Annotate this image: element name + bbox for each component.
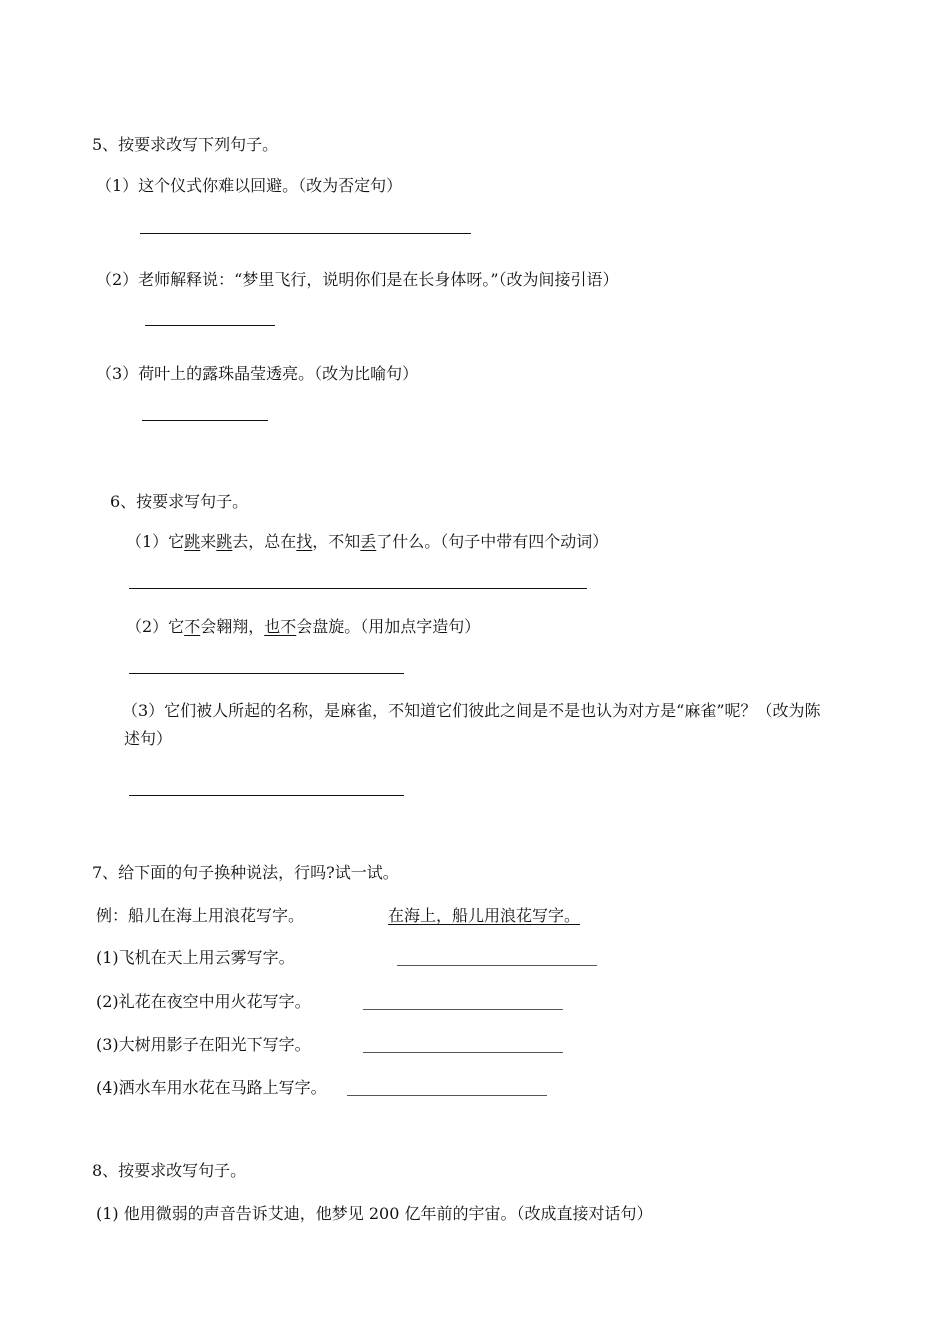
q6-item-2-key-2: 也不 (264, 617, 297, 636)
q6-answer-line-2[interactable] (129, 673, 404, 674)
q5-item-1: （1）这个仪式你难以回避。（改为否定句） (96, 176, 403, 195)
q6-item-1-post: 了什么。（句子中带有四个动词） (376, 532, 609, 551)
q6-title: 6、按要求写句子。 (110, 492, 249, 511)
q6-item-1-pre: （1）它 (126, 532, 185, 551)
q6-item-2 (126, 617, 480, 637)
q7-item-1: (1)飞机在天上用云雾写字。 (96, 948, 295, 967)
q5-title: 5、按要求改写下列句子。 (92, 135, 279, 154)
q6-item-1-mid-2: 去，总在 (232, 532, 297, 551)
q7-answer-line-4[interactable] (347, 1095, 547, 1096)
q7-item-3: (3)大树用影子在阳光下写字。 (96, 1035, 311, 1054)
q6-item-2-mid: 会翱翔， (200, 617, 265, 636)
q6-item-1-verb-4: 丢 (360, 532, 377, 551)
q8-item-1: (1) 他用微弱的声音告诉艾迪，他梦见 200 亿年前的宇宙。（改成直接对话句） (96, 1204, 653, 1223)
q7-title: 7、给下面的句子换种说法，行吗?试一试。 (92, 863, 399, 882)
q7-answer-line-2[interactable] (363, 1009, 563, 1010)
q6-item-1-mid-3: ，不知 (312, 532, 361, 551)
q8-title: 8、按要求改写句子。 (92, 1161, 247, 1180)
q7-item-4: (4)洒水车用水花在马路上写字。 (96, 1078, 327, 1097)
q6-answer-line-1[interactable] (129, 588, 587, 589)
q7-answer-line-3[interactable] (363, 1052, 563, 1053)
q6-item-2-post: 会盘旋。（用加点字造句） (296, 617, 481, 636)
q6-item-1-verb-1: 跳 (184, 532, 201, 551)
q6-item-3-line-1: （3）它们被人所起的名称，是麻雀，不知道它们彼此之间是不是也认为对方是“麻雀”呢？（改为陈 (122, 701, 821, 720)
q7-item-2: (2)礼花在夜空中用火花写字。 (96, 992, 311, 1011)
q6-item-2-pre: （2）它 (126, 617, 185, 636)
q5-item-3: （3）荷叶上的露珠晶莹透亮。（改为比喻句） (96, 364, 419, 383)
q6-item-2-key-1: 不 (184, 617, 201, 636)
q6-item-1 (126, 532, 608, 552)
q5-answer-line-3[interactable] (142, 420, 268, 421)
q5-item-2: （2）老师解释说：“梦里飞行，说明你们是在长身体呀。”（改为间接引语） (96, 270, 619, 289)
q6-item-3-line-2: 述句） (124, 729, 173, 748)
q6-item-1-verb-2: 跳 (216, 532, 233, 551)
q5-answer-line-1[interactable] (140, 233, 471, 234)
q6-item-1-mid-1: 来 (200, 532, 217, 551)
q7-example-answer: 在海上，船儿用浪花写字。 (388, 906, 581, 925)
q7-example: 例：船儿在海上用浪花写字。 (96, 906, 305, 925)
q7-answer-line-1[interactable] (397, 965, 597, 966)
q6-item-1-verb-3: 找 (296, 532, 313, 551)
q5-answer-line-2[interactable] (145, 325, 275, 326)
q6-answer-line-3[interactable] (129, 795, 404, 796)
